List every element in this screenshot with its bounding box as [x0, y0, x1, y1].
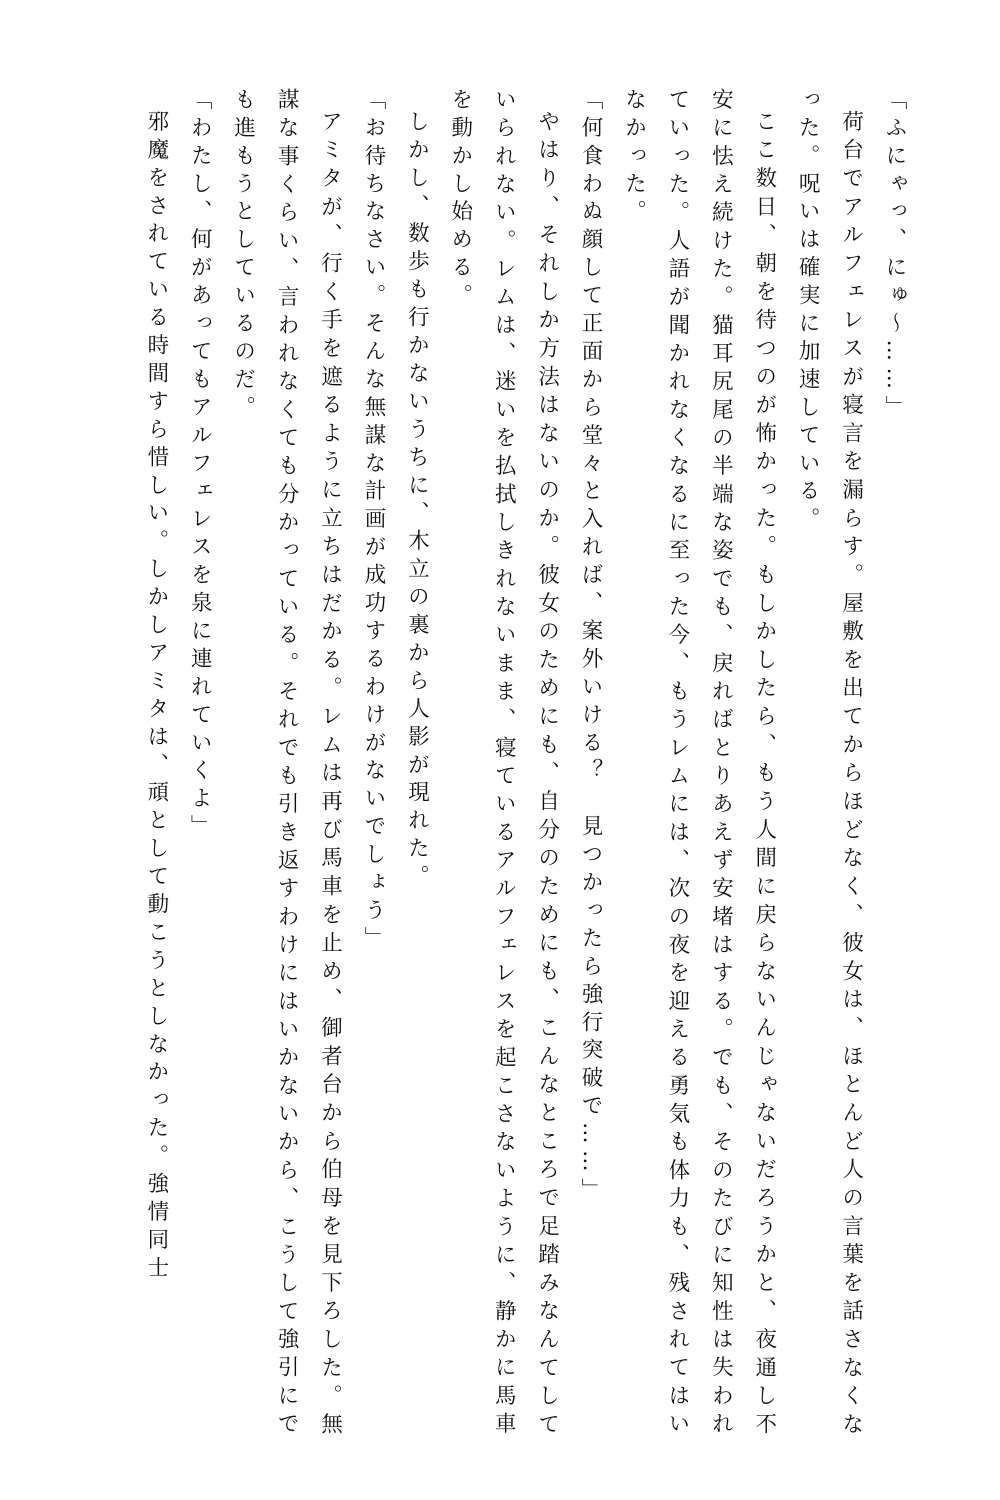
paragraph: やはり、それしか方法はないのか。彼女のためにも、自分のためにも、こんなところで足踏みなんてしていられない。レムは、迷いを払拭しきれないまま、寝ているアルフェレスを起こさないように、静かに馬車を動かし始める。 — [447, 88, 560, 1440]
vertical-text-body — [60, 88, 916, 1440]
paragraph: しかし、数歩も行かないうちに、木立の裏から人影が現れた。 — [404, 109, 430, 893]
paragraph: 荷台でアルフェレスが寝言を漏らす。屋敷を出てからほどなく、彼女は、ほとんど人の言葉を話さなくなった。呪いは確実に加速している。 — [795, 88, 864, 1440]
paragraph: アミタが、行く手を遮るように立ちはだかる。レムは再び馬車を止め、御者台から伯母を見下ろした。無謀な事くらい、言われなくても分かっている。それでも引き返すわけにはいかないから、こうして強引にでも進もうとしているのだ。 — [230, 88, 343, 1440]
paragraph: 「ふにゃっ、にゅ～……」 — [882, 88, 907, 424]
paragraph: 邪魔をされている時間すら惜しい。しかしアミタは、頑として動こうとしなかった。強情同士 — [143, 109, 169, 1284]
paragraph: 「お待ちなさい。そんな無謀な計画が成功するわけがないでしょう」 — [360, 88, 386, 955]
paragraph: 「何食わぬ顔して正面から堂々と入れば、案外いける？ 見つかったら強行突破で……」 — [578, 88, 604, 1206]
paragraph: ここ数日、朝を待つのが怖かった。もしかしたら、もう人間に戻らないんじゃないだろうかと、夜通し不安に怯え続けた。猫耳尻尾の半端な姿でも、戻ればとりあえず安堵はする。でも、そのたびに知性は失われていった。人語が聞かれなくなるに至った今、もうレムには、次の夜を迎える勇気も体力も、残されてはいなかった。 — [621, 88, 777, 1440]
paragraph: 「わたし、何があってもアルフェレスを泉に連れていくよ」 — [187, 88, 213, 843]
